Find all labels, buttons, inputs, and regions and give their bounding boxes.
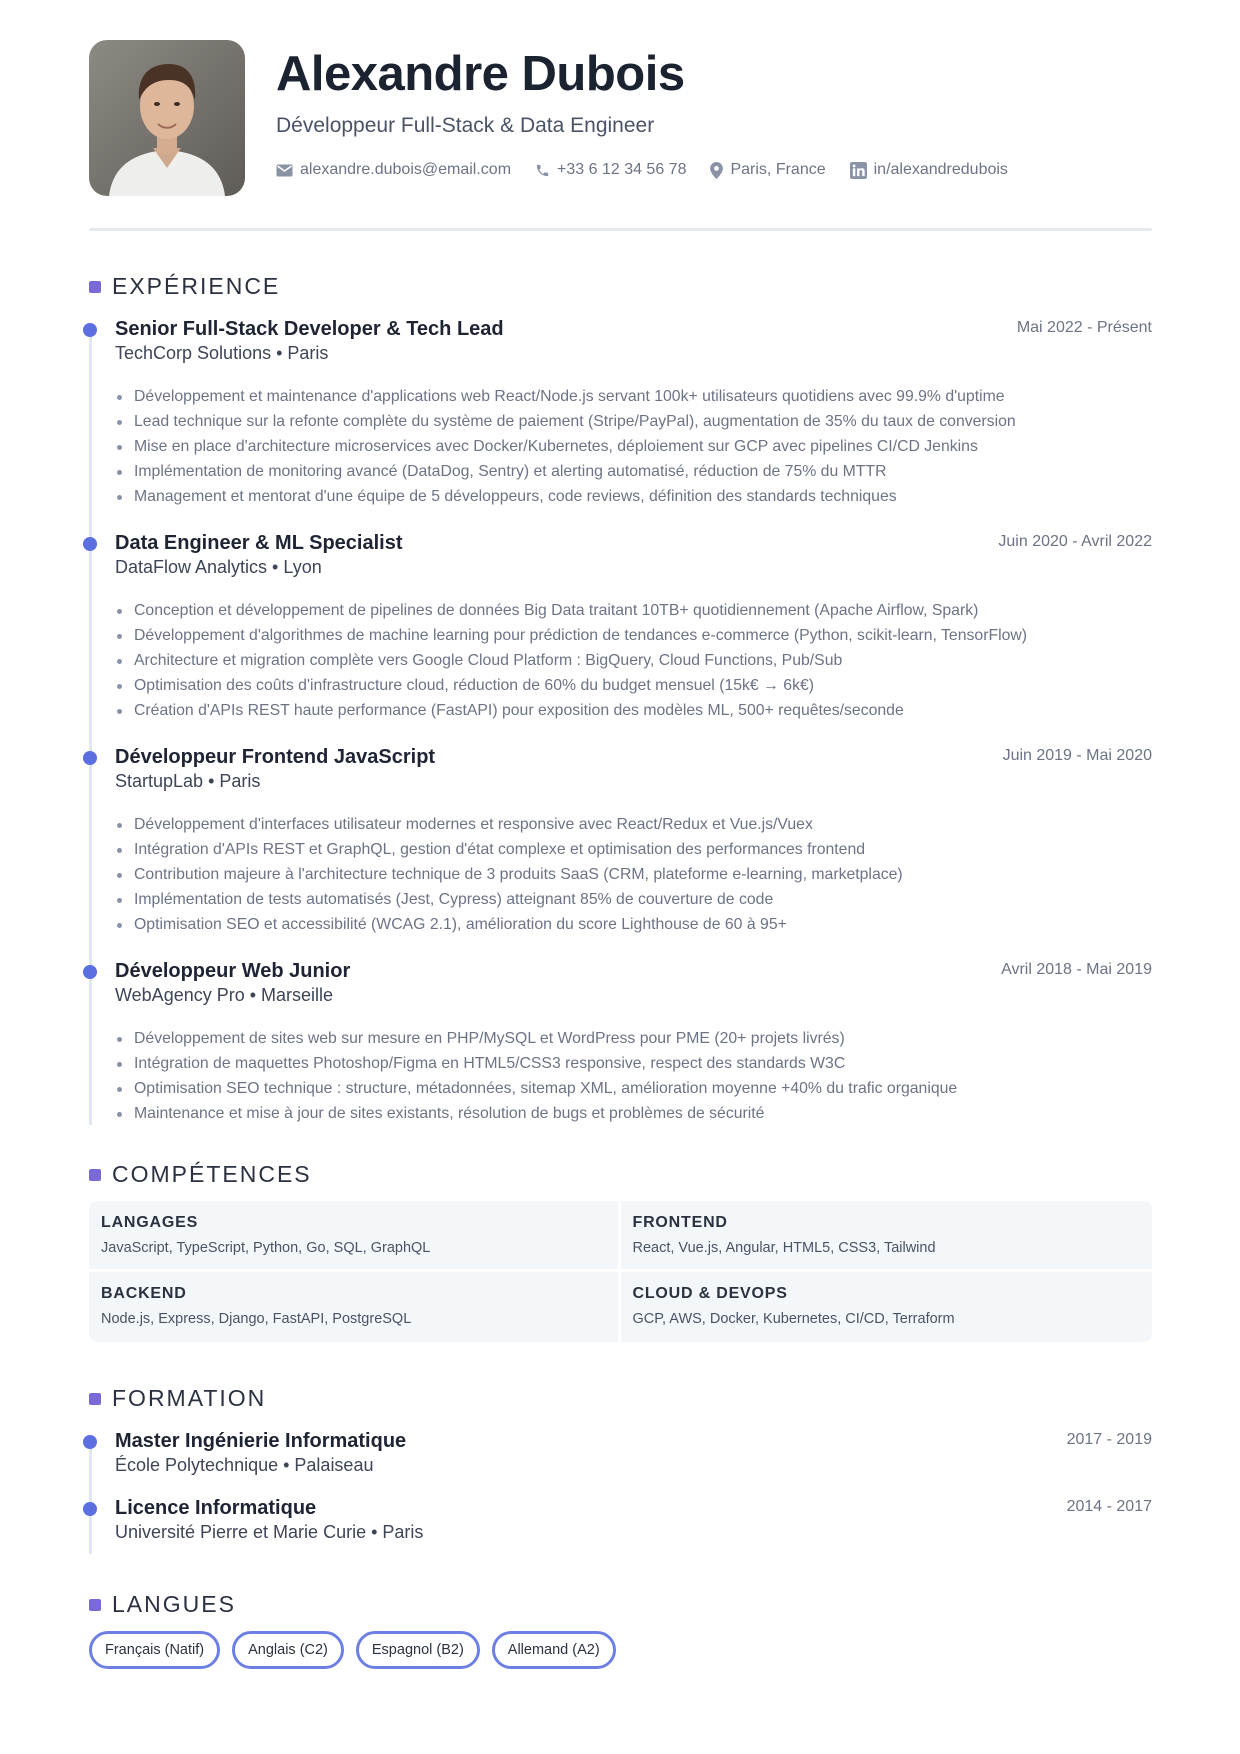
email-text: alexandre.dubois@email.com xyxy=(300,161,512,178)
job-date: Avril 2018 - Mai 2019 xyxy=(1001,961,1152,978)
timeline-dot-icon xyxy=(83,1435,97,1449)
degree-title: Licence Informatique xyxy=(115,1497,317,1519)
timeline-dot-icon xyxy=(83,751,97,765)
section-marker-icon xyxy=(89,281,101,293)
section-marker-icon xyxy=(89,1599,101,1611)
job-company: DataFlow Analytics • Lyon xyxy=(115,557,322,577)
education-item xyxy=(83,1430,1152,1480)
linkedin-text: in/alexandredubois xyxy=(873,161,1008,178)
location-pin-icon xyxy=(710,162,723,179)
skill-category: FRONTEND xyxy=(632,1214,728,1231)
contact-location xyxy=(710,161,825,179)
language-list xyxy=(89,1631,628,1669)
education-item xyxy=(83,1497,1152,1547)
bullet-item: Optimisation SEO et accessibilité (WCAG 2.1), amélioration du score Lighthouse de 60 à 95+ xyxy=(115,912,903,937)
section-marker-icon xyxy=(89,1169,101,1181)
contact-linkedin[interactable] xyxy=(850,161,1008,179)
skill-category: LANGAGES xyxy=(101,1214,199,1231)
bullet-item: Implémentation de tests automatisés (Jest, Cypress) atteignant 85% de couverture de code xyxy=(115,887,903,912)
email-icon xyxy=(276,164,293,177)
header-divider xyxy=(89,228,1152,231)
bullet-item: Contribution majeure à l'architecture technique de 3 produits SaaS (CRM, plateforme e-learning, marketplace) xyxy=(115,862,903,887)
section-title: FORMATION xyxy=(112,1385,267,1411)
job-bullets xyxy=(115,598,1027,723)
bullet-item: Développement de sites web sur mesure en PHP/MySQL et WordPress pour PME (20+ projets livrés) xyxy=(115,1026,957,1051)
section-experience xyxy=(89,273,280,300)
skill-card xyxy=(89,1272,621,1342)
bullet-item: Mise en place d'architecture microservices avec Docker/Kubernetes, déploiement sur GCP avec pipelines CI/CD Jenkins xyxy=(115,434,1016,459)
job-bullets xyxy=(115,1026,957,1126)
linkedin-icon xyxy=(850,162,867,179)
bullet-item: Lead technique sur la refonte complète du système de paiement (Stripe/PayPal), augmentation de 35% du taux de conversion xyxy=(115,409,1016,434)
skill-card xyxy=(621,1201,1153,1272)
job-title: Développeur Frontend JavaScript xyxy=(115,746,436,768)
bullet-item: Développement d'algorithmes de machine learning pour prédiction de tendances e-commerce (Python, scikit-learn, TensorFlow) xyxy=(115,623,1027,648)
skill-list: Node.js, Express, Django, FastAPI, PostgreSQL xyxy=(101,1311,412,1327)
timeline-dot-icon xyxy=(83,1502,97,1516)
timeline-dot-icon xyxy=(83,323,97,337)
experience-item xyxy=(83,746,1152,936)
profile-photo xyxy=(89,40,245,196)
job-date: Juin 2020 - Avril 2022 xyxy=(998,533,1152,550)
contact-phone[interactable] xyxy=(535,161,686,179)
skill-list: React, Vue.js, Angular, HTML5, CSS3, Tailwind xyxy=(632,1240,936,1256)
bullet-item: Intégration d'APIs REST et GraphQL, gestion d'état complexe et optimisation des performances frontend xyxy=(115,837,903,862)
job-bullets xyxy=(115,812,903,937)
bullet-item: Optimisation SEO technique : structure, métadonnées, sitemap XML, amélioration moyenne +40% du trafic organique xyxy=(115,1076,957,1101)
section-title: COMPÉTENCES xyxy=(112,1161,312,1187)
language-badge: Allemand (A2) xyxy=(492,1631,616,1669)
experience-item xyxy=(83,532,1152,722)
section-languages xyxy=(89,1591,236,1618)
phone-text: +33 6 12 34 56 78 xyxy=(557,161,687,178)
job-date: Juin 2019 - Mai 2020 xyxy=(1002,747,1152,764)
bullet-item: Développement et maintenance d'applications web React/Node.js servant 100k+ utilisateurs quotidiens avec 99.9% d'uptime xyxy=(115,384,1016,409)
bullet-item: Maintenance et mise à jour de sites existants, résolution de bugs et problèmes de sécurité xyxy=(115,1101,957,1126)
experience-item xyxy=(83,318,1152,508)
contact-bar xyxy=(276,161,1032,179)
bullet-item: Optimisation des coûts d'infrastructure cloud, réduction de 60% du budget mensuel (15k€ → 6k€) xyxy=(115,673,1027,698)
skills-grid xyxy=(89,1201,1152,1342)
skill-category: CLOUD & DEVOPS xyxy=(632,1285,788,1302)
language-badge: Français (Natif) xyxy=(89,1631,220,1669)
job-company: StartupLab • Paris xyxy=(115,771,261,791)
job-title: Développeur Web Junior xyxy=(115,960,351,982)
section-title: EXPÉRIENCE xyxy=(112,273,281,299)
skill-category: BACKEND xyxy=(101,1285,187,1302)
bullet-item: Management et mentorat d'une équipe de 5 développeurs, code reviews, définition des standards techniques xyxy=(115,484,1016,509)
skill-card xyxy=(89,1201,621,1272)
degree-school: Université Pierre et Marie Curie • Paris xyxy=(115,1522,424,1542)
job-date: Mai 2022 - Présent xyxy=(1016,319,1152,336)
section-education xyxy=(89,1385,266,1412)
bullet-item: Conception et développement de pipelines de données Big Data traitant 10TB+ quotidiennement (Apache Airflow, Spark) xyxy=(115,598,1027,623)
language-badge: Espagnol (B2) xyxy=(356,1631,480,1669)
job-company: TechCorp Solutions • Paris xyxy=(115,343,329,363)
bullet-item: Implémentation de monitoring avancé (DataDog, Sentry) et alerting automatisé, réduction de 75% du MTTR xyxy=(115,459,1016,484)
candidate-name: Alexandre Dubois xyxy=(276,47,685,101)
section-marker-icon xyxy=(89,1393,101,1405)
job-title: Senior Full-Stack Developer & Tech Lead xyxy=(115,318,504,340)
bullet-item: Architecture et migration complète vers Google Cloud Platform : BigQuery, Cloud Functions, Pub/Sub xyxy=(115,648,1027,673)
section-title: LANGUES xyxy=(112,1591,236,1617)
degree-date: 2017 - 2019 xyxy=(1066,1431,1152,1448)
bullet-item: Création d'APIs REST haute performance (FastAPI) pour exposition des modèles ML, 500+ requêtes/seconde xyxy=(115,698,1027,723)
resume-header xyxy=(89,40,1152,230)
phone-icon xyxy=(535,163,550,178)
experience-item xyxy=(83,960,1152,1130)
degree-title: Master Ingénierie Informatique xyxy=(115,1430,407,1452)
skill-list: JavaScript, TypeScript, Python, Go, SQL, GraphQL xyxy=(101,1240,431,1256)
contact-email[interactable] xyxy=(276,161,511,179)
job-bullets xyxy=(115,384,1016,509)
timeline-dot-icon xyxy=(83,537,97,551)
timeline-dot-icon xyxy=(83,965,97,979)
degree-date: 2014 - 2017 xyxy=(1066,1498,1152,1515)
skill-card xyxy=(621,1272,1153,1342)
skill-list: GCP, AWS, Docker, Kubernetes, CI/CD, Terraform xyxy=(632,1311,955,1327)
job-title: Data Engineer & ML Specialist xyxy=(115,532,403,554)
bullet-item: Intégration de maquettes Photoshop/Figma en HTML5/CSS3 responsive, respect des standards W3C xyxy=(115,1051,957,1076)
location-text: Paris, France xyxy=(730,161,826,178)
language-badge: Anglais (C2) xyxy=(232,1631,344,1669)
candidate-title: Développeur Full-Stack & Data Engineer xyxy=(276,114,655,137)
section-skills xyxy=(89,1161,312,1188)
degree-school: École Polytechnique • Palaiseau xyxy=(115,1455,374,1475)
job-company: WebAgency Pro • Marseille xyxy=(115,985,334,1005)
bullet-item: Développement d'interfaces utilisateur modernes et responsive avec React/Redux et Vue.js/Vuex xyxy=(115,812,903,837)
